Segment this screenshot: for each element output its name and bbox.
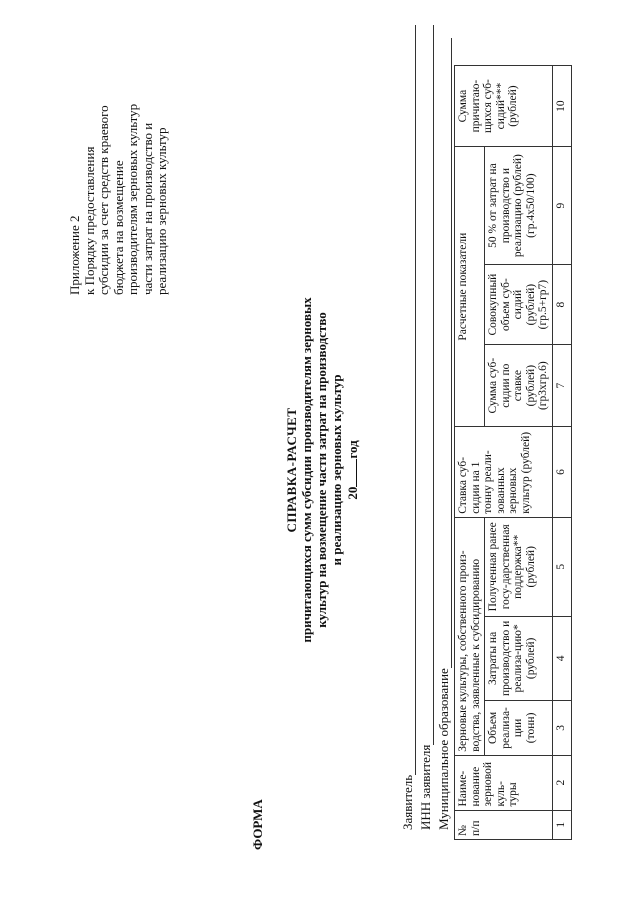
appendix-block	[68, 25, 170, 295]
municipality-line	[438, 38, 452, 668]
appendix-line: производителям зерновых культур	[125, 103, 140, 295]
header-volume: Объем реализа-ции (тонн)	[485, 701, 553, 756]
applicant-label: Заявитель	[400, 774, 415, 830]
applicant-line	[402, 25, 416, 775]
column-number: 8	[552, 265, 571, 345]
header-rate: Ставка суб-сидии на 1 тонну реали-зованных зерновых культур (рублей)	[455, 427, 553, 518]
applicant-field	[400, 25, 416, 830]
title-line-2: культур на возмещение части затрат на производство	[314, 312, 329, 628]
header-costs: Затраты на производство и реализа-цию* (рублей)	[485, 616, 553, 700]
header-name: Наиме-нование зерновой куль-туры	[455, 755, 553, 810]
year-suffix: год	[345, 440, 360, 459]
title-line-3: и реализацию зерновых культур	[329, 374, 344, 566]
appendix-line: к Порядку предоставления	[81, 146, 97, 295]
title-year	[344, 220, 360, 720]
header-num: № п/п	[455, 810, 553, 839]
appendix-line: реализацию зерновых культур	[154, 127, 169, 295]
inn-line	[420, 25, 434, 745]
column-number: 1	[552, 810, 571, 839]
calculation-table	[454, 65, 572, 840]
appendix-line: части затрат на производство и	[139, 122, 155, 295]
column-number: 5	[552, 517, 571, 616]
header-support: Полученная ранее госу-дарственная поддержка** (рублей)	[485, 517, 553, 616]
year-prefix: 20	[345, 486, 360, 500]
header-group-crops: Зерновые культуры, собственного произ-водства, заявленные к субсидированию	[455, 517, 485, 755]
municipality-label: Муниципальное образование	[436, 668, 451, 830]
header-due: Сумма причитаю-щихся суб-сидий*** (рублей)	[455, 66, 553, 147]
column-number: 10	[552, 66, 571, 147]
appendix-line: субсидии за счет средств краевого	[96, 105, 111, 295]
year-blank	[344, 459, 357, 487]
header-group-calc: Расчетные показатели	[455, 147, 485, 427]
appendix-line: Приложение 2	[67, 215, 82, 295]
column-number: 4	[552, 616, 571, 700]
title-heading: СПРАВКА-РАСЧЕТ	[284, 407, 299, 533]
form-label: ФОРМА	[250, 799, 265, 850]
column-number: 7	[552, 345, 571, 427]
document-title	[284, 220, 360, 720]
column-number: 3	[552, 701, 571, 756]
column-number: 9	[552, 147, 571, 265]
header-total-subsidy: Совокупный объем суб-сидий (рублей) (гр.5+гр7)	[485, 265, 553, 345]
inn-field	[418, 25, 434, 830]
column-number-row	[552, 66, 571, 840]
municipality-field	[436, 38, 452, 830]
appendix-line: бюджета на возмещение	[110, 160, 126, 295]
header-fifty-percent: 50 % от затрат на производство и реализацию (рублей) (гр.4х50/100)	[485, 147, 553, 265]
title-line-1: причитающихся сумм субсидии производителям зерновых	[299, 297, 314, 643]
column-number: 2	[552, 755, 571, 810]
header-sum-by-rate: Сумма суб-сидии по ставке (рублей) (гр3хгр.6)	[485, 345, 553, 427]
column-number: 6	[552, 427, 571, 518]
inn-label: ИНН заявителя	[418, 744, 433, 830]
